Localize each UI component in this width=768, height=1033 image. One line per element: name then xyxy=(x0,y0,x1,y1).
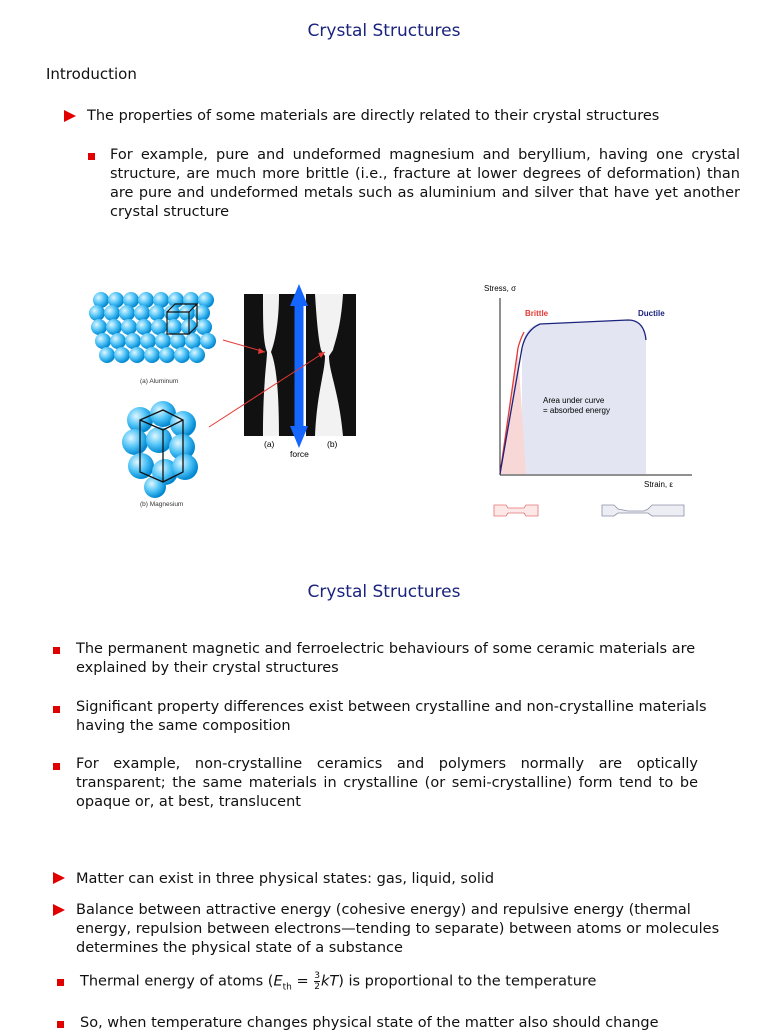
arrow-bullet-icon xyxy=(64,110,76,122)
arrow-bullet-icon xyxy=(53,904,65,916)
specimen-a-label: (a) xyxy=(264,439,275,449)
force-label: force xyxy=(290,449,309,459)
specimen-b-label: (b) xyxy=(327,439,338,449)
stress-strain-chart xyxy=(478,278,700,526)
square-bullet-icon xyxy=(53,647,60,654)
bullet-text: Balance between attractive energy (cohesive energy) and repulsive energy (thermal energy, repulsion between electrons—tending to separate) between atoms or molecules determines the physical state of a substance xyxy=(76,902,720,956)
stress-axis-label: Stress, σ xyxy=(484,284,517,293)
fraction: $\frac{3}{2}$ xyxy=(314,971,320,992)
crystal-specimen-figure xyxy=(85,282,375,512)
area-label-line2: = absorbed energy xyxy=(543,406,610,415)
intro-heading: Introduction xyxy=(46,65,137,83)
magnesium-lattice-icon xyxy=(122,401,198,498)
brittle-label: Brittle xyxy=(525,309,549,318)
brittle-specimen-icon xyxy=(494,505,538,516)
aluminum-lattice-icon xyxy=(89,292,216,363)
thermal-energy-text: Thermal energy of atoms ($E_{th}$ = $\frac{3}{2}$ kT) is proportional to the temperature xyxy=(80,971,597,993)
magnesium-label: (b) Magnesium xyxy=(140,501,184,508)
bullet-text: For example, non-crystalline ceramics and polymers normally are optically transparent; the same materials in crystalline (or semi-crystalline) form tend to be opaque or, at best, translucent xyxy=(76,756,698,810)
square-bullet-icon xyxy=(57,1021,64,1028)
ductile-label: Ductile xyxy=(638,309,665,318)
aluminum-label: (a) Aluminum xyxy=(140,378,179,385)
square-bullet-icon xyxy=(53,706,60,713)
ductile-specimen-icon xyxy=(602,505,684,516)
arrow-bullet-icon xyxy=(53,872,65,884)
sub-bullet-text: For example, pure and undeformed magnesium and beryllium, having one crystal structure, are much more brittle (i.e., fracture at lower degrees of deformation) than are pure and undeformed metals such as aluminium and silver that have yet another crystal structure xyxy=(110,147,740,220)
page-title: Crystal Structures xyxy=(307,21,461,41)
area-label-line1: Area under curve xyxy=(543,396,605,405)
square-bullet-icon xyxy=(88,153,95,160)
bullet-text: The properties of some materials are directly related to their crystal structures xyxy=(87,108,660,124)
strain-axis-label: Strain, ε xyxy=(644,480,673,489)
square-bullet-icon xyxy=(53,763,60,770)
square-bullet-icon xyxy=(57,979,64,986)
bullet-text: So, when temperature changes physical state of the matter also should change xyxy=(80,1015,659,1031)
section-title: Crystal Structures xyxy=(307,582,461,602)
bullet-text: Matter can exist in three physical states: gas, liquid, solid xyxy=(76,871,495,887)
bullet-text: Significant property differences exist between crystalline and non-crystalline materials having the same composition xyxy=(76,699,707,734)
bullet-text: The permanent magnetic and ferroelectric behaviours of some ceramic materials are explained by their crystal structures xyxy=(76,641,696,676)
